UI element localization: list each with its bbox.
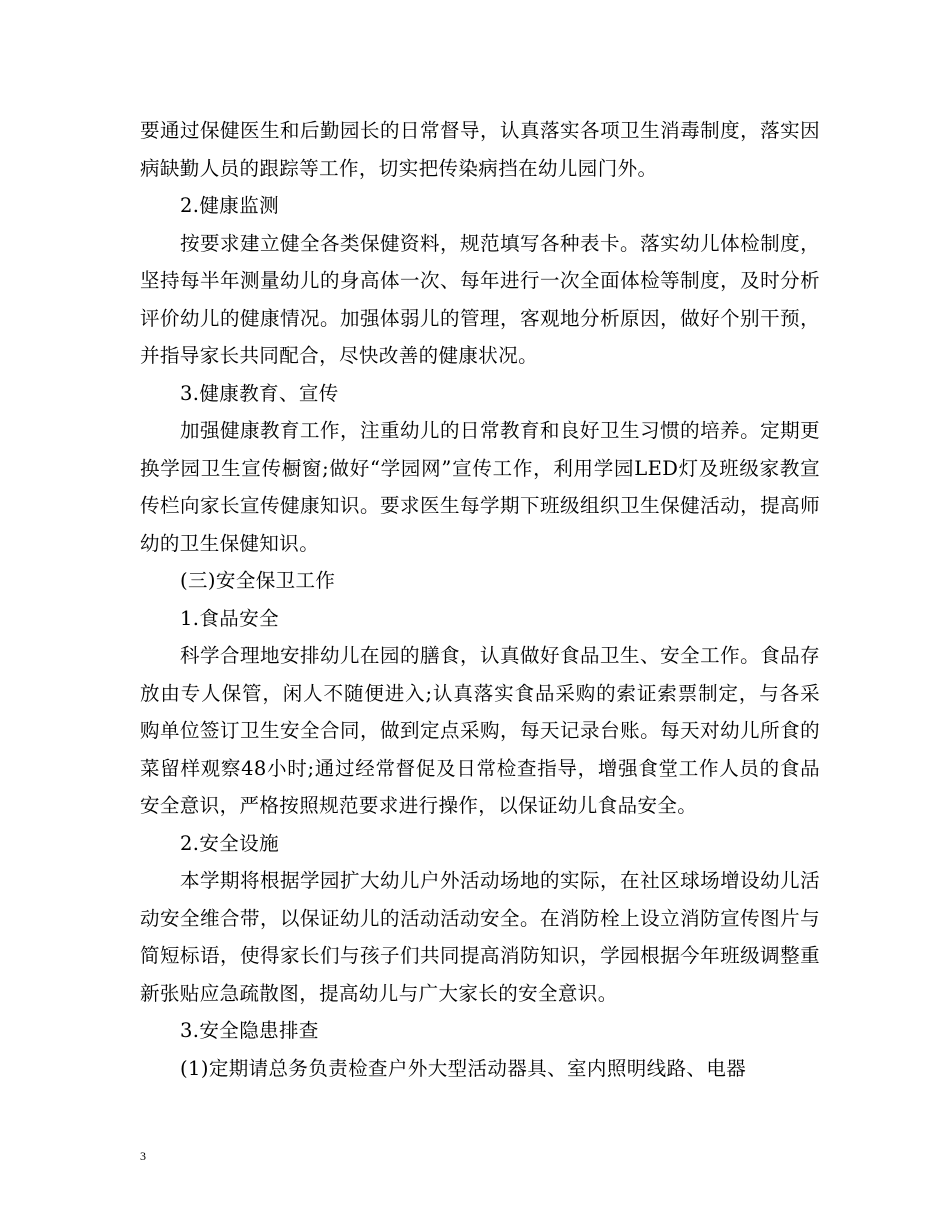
paragraph-health-education: 加强健康教育工作，注重幼儿的日常教育和良好卫生习惯的培养。定期更换学园卫生宣传橱窗;做好“学园网”宣传工作，利用学园LED灯及班级家教宣传栏向家长宣传健康知识。要求医生每学期下班级组织卫生保健活动，提高师幼的卫生保健知识。 xyxy=(140,419,820,555)
section-heading-safety-facilities: 2.安全设施 xyxy=(180,831,280,855)
section-heading-security-work: (三)安全保卫工作 xyxy=(180,569,336,592)
section-heading-health-monitoring: 2.健康监测 xyxy=(180,194,280,217)
section-heading-hazard-inspection: 3.安全隐患排查 xyxy=(180,1019,319,1042)
paragraph-food-safety: 科学合理地安排幼儿在园的膳食，认真做好食品卫生、安全工作。食品存放由专人保管，闲人不随便进入;认真落实食品采购的索证索票制定，与各采购单位签订卫生安全合同，做到定点采购，每天记录台账。每天对幼儿所食的菜留样观察48小时;通过经常督促及日常检查指导，增强食堂工作人员的食品安全意识，严格按照规范要求进行操作，以保证幼儿食品安全。 xyxy=(140,644,820,817)
page-number: 3 xyxy=(140,1149,146,1163)
paragraph-continued: 要通过保健医生和后勤园长的日常督导，认真落实各项卫生消毒制度，落实因病缺勤人员的跟踪等工作，切实把传染病挡在幼儿园门外。 xyxy=(140,119,820,180)
paragraph-health-monitoring: 按要求建立健全各类保健资料，规范填写各种表卡。落实幼儿体检制度，坚持每半年测量幼儿的身高体一次、每年进行一次全面体检等制度，及时分析评价幼儿的健康情况。加强体弱儿的管理，客观地分析原因，做好个别干预，并指导家长共同配合，尽快改善的健康状况。 xyxy=(140,231,820,367)
paragraph-hazard-inspection: (1)定期请总务负责检查户外大型活动器具、室内照明线路、电器 xyxy=(180,1056,747,1080)
section-heading-health-education: 3.健康教育、宣传 xyxy=(180,381,339,405)
document-body xyxy=(140,112,820,1087)
section-heading-food-safety: 1.食品安全 xyxy=(180,606,280,630)
paragraph-safety-facilities: 本学期将根据学园扩大幼儿户外活动场地的实际，在社区球场增设幼儿活动安全维合带，以保证幼儿的活动活动安全。在消防栓上设立消防宣传图片与简短标语，使得家长们与孩子们共同提高消防知识，学园根据今年班级调整重新张贴应急疏散图，提高幼儿与广大家长的安全意识。 xyxy=(140,869,820,1005)
